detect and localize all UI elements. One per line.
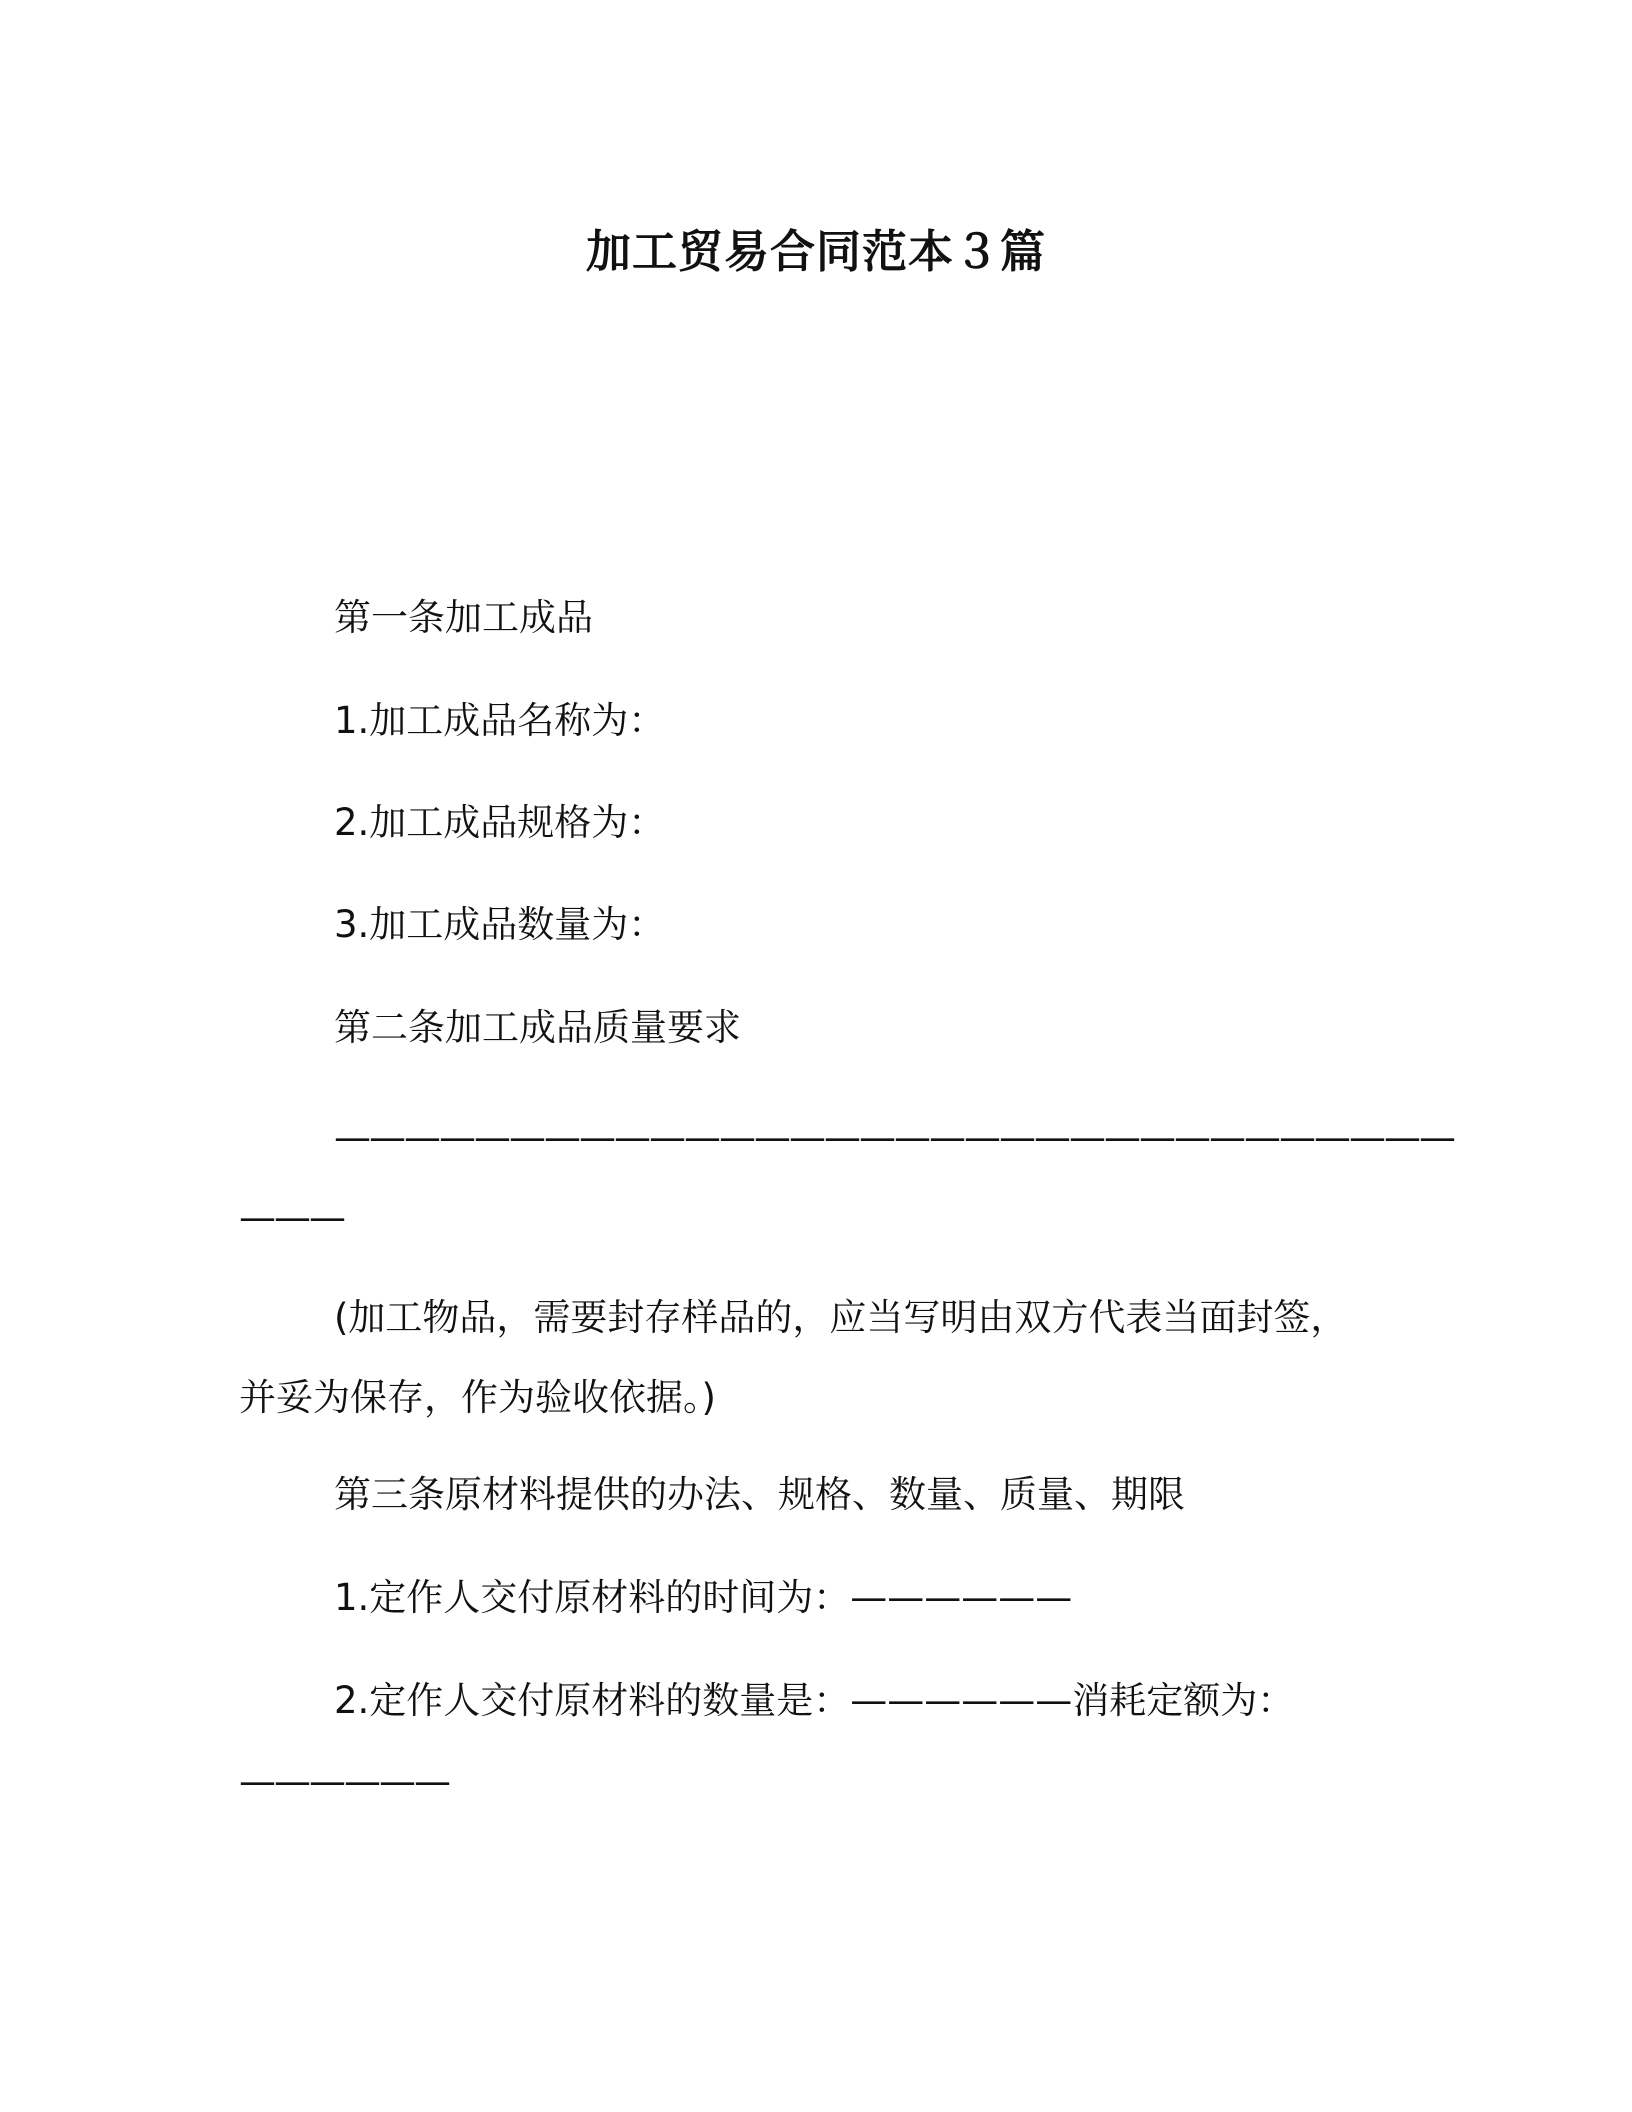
article2-note-line1: (加工物品，需要封存样品的，应当写明由双方代表当面封签，	[334, 1296, 1348, 1339]
article1-item3: 3.加工成品数量为：	[334, 903, 666, 946]
article2-blank-line2: ———	[239, 1196, 344, 1239]
article2-blank-line1: ————————————————————————————————	[334, 1116, 1454, 1159]
article1-item1: 1.加工成品名称为：	[334, 699, 666, 742]
document-title: 加工贸易合同范本３篇	[585, 225, 1046, 278]
article1-heading: 第一条加工成品	[334, 596, 593, 639]
article2-heading: 第二条加工成品质量要求	[334, 1006, 741, 1049]
article2-note-line2: 并妥为保存，作为验收依据。)	[239, 1376, 716, 1419]
article1-item2: 2.加工成品规格为：	[334, 801, 666, 844]
article3-item1: 1.定作人交付原材料的时间为：——————	[334, 1576, 1073, 1619]
article3-item2-line1: 2.定作人交付原材料的数量是：——————消耗定额为：	[334, 1679, 1295, 1722]
article3-heading: 第三条原材料提供的办法、规格、数量、质量、期限	[334, 1473, 1185, 1516]
article3-item2-line2: ——————	[239, 1760, 449, 1803]
